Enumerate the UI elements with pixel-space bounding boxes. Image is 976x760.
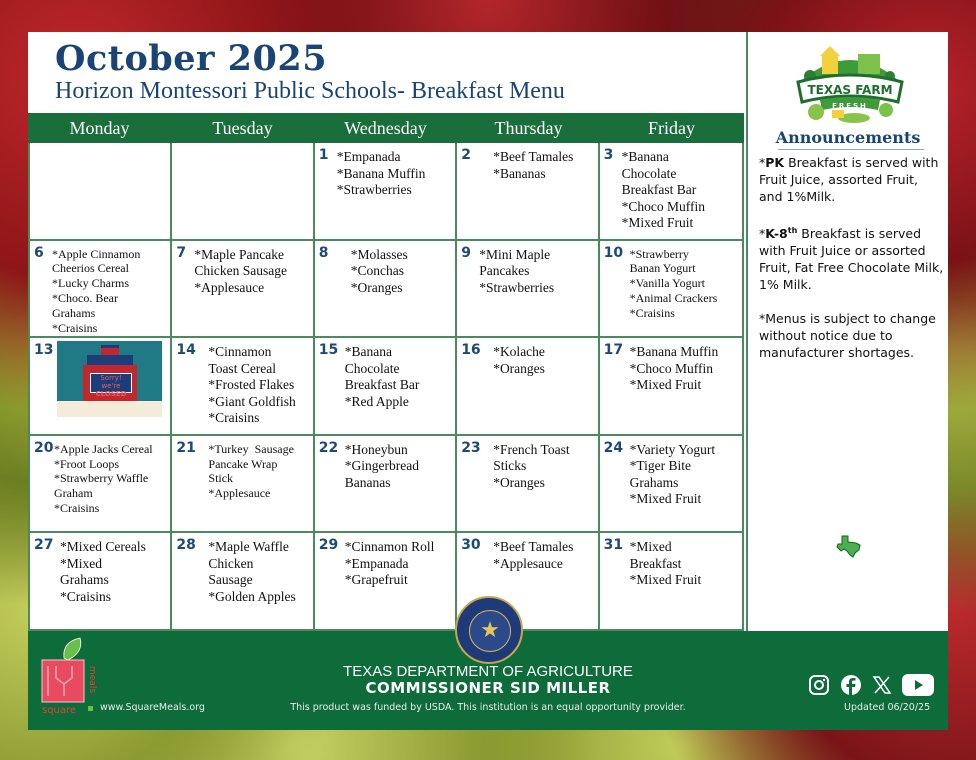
calendar-day-17: [600, 338, 742, 436]
announcements-divider: [778, 149, 924, 150]
svg-text:meals: meals: [87, 666, 97, 694]
menu-items: [345, 344, 452, 410]
weekday-header: [28, 113, 744, 143]
menu-item: *Tiger Bite: [629, 458, 691, 474]
announcement-k8: *K-8th Breakfast is served with Fruit Juice or assorted Fruit, Fat Free Chocolate Milk, 1% Milk.: [759, 226, 944, 293]
day-number: 3: [603, 147, 614, 163]
svg-text:TEXAS FARM: TEXAS FARM: [807, 83, 893, 97]
menu-item: *Cinnamon: [208, 344, 272, 360]
texas-farm-fresh-logo: [792, 42, 908, 124]
announcements-list: [759, 154, 945, 378]
menu-item: Breakfast Bar: [621, 182, 697, 197]
menu-items: [208, 539, 309, 605]
menu-item: *Conchas: [350, 263, 405, 279]
day-number: 8: [318, 244, 329, 261]
menu-item: *Grapefruit: [344, 572, 408, 588]
menu-items: [60, 539, 167, 605]
calendar-day-3: [600, 143, 742, 241]
menu-item: *Beef Tamales: [493, 149, 574, 164]
menu-item: *Maple Waffle: [208, 539, 289, 555]
menu-items: [208, 344, 309, 427]
menu-item: *Froot Loops: [54, 456, 120, 471]
day-number: 14: [176, 342, 196, 359]
menu-items: [351, 247, 452, 297]
menu-items: [630, 247, 739, 321]
day-number: 31: [603, 537, 624, 554]
menu-item: *Giant Goldfish: [208, 393, 296, 409]
menu-item: *Mixed Fruit: [629, 572, 702, 588]
menu-item: *Craisins: [629, 305, 675, 320]
menu-item: *Strawberries: [336, 182, 412, 197]
calendar-grid: [28, 143, 744, 631]
menu-item: *Turkey Sausage: [208, 441, 294, 456]
calendar-day-27: [30, 533, 172, 631]
menu-item: Toast Cereal: [208, 360, 277, 376]
menu-item: Banan Yogurt: [629, 261, 696, 276]
menu-item: *Craisins: [54, 500, 100, 515]
x-icon[interactable]: [872, 675, 892, 699]
announcement-menu-change: *Menus is subject to change without notice due to manufacturer shortages.: [759, 311, 936, 361]
weekday-monday: Monday: [69, 118, 130, 138]
menu-items: [194, 247, 309, 297]
calendar-day-28: [172, 533, 314, 631]
day-number: 13: [34, 342, 54, 359]
menu-item: *Frosted Flakes: [208, 377, 295, 393]
menu-item: *Oranges: [350, 279, 403, 295]
calendar-day-empty: [30, 143, 172, 241]
menu-item: *Lucky Charms: [52, 276, 129, 291]
menu-items: [52, 247, 167, 336]
menu-items: [493, 344, 594, 377]
weekday-wednesday: Wednesday: [344, 118, 427, 138]
menu-items: [630, 442, 739, 508]
menu-item: *Molasses: [350, 246, 408, 262]
page-subtitle: Horizon Montessori Public Schools- Breakfast Menu: [55, 78, 565, 104]
day-number: 2: [461, 147, 471, 163]
agency-name: TEXAS DEPARTMENT OF AGRICULTURE: [343, 663, 633, 680]
menu-item: *Honeybun: [344, 441, 408, 457]
menu-item: *Vanilla Yogurt: [629, 276, 705, 291]
menu-item: *Choco Muffin: [629, 360, 713, 376]
instagram-icon[interactable]: [808, 674, 830, 700]
menu-items: [479, 247, 594, 297]
menu-item: *Oranges: [493, 474, 545, 490]
menu-items: [630, 539, 739, 589]
day-number: 1: [318, 147, 329, 163]
menu-item: *Apple Cinnamon: [52, 246, 141, 261]
calendar-day-2: [457, 143, 599, 241]
menu-items: [630, 344, 739, 394]
calendar-day-13: [30, 338, 172, 436]
menu-item: *Choco. Bear: [52, 290, 118, 305]
calendar-day-16: [457, 338, 599, 436]
menu-item: *Beef Tamales: [493, 539, 574, 555]
menu-item: *Bananas: [493, 165, 546, 181]
menu-item: *Mixed Fruit: [629, 377, 702, 393]
menu-item: *Strawberry: [629, 246, 689, 261]
menu-item: *Kolache: [493, 344, 545, 360]
menu-item: *Mini Maple: [479, 246, 551, 262]
day-number: 6: [34, 244, 44, 261]
day-number: 29: [318, 537, 339, 554]
menu-item: *Oranges: [493, 360, 545, 376]
menu-item: *Empanada: [336, 149, 401, 164]
weekday-thursday: Thursday: [494, 118, 563, 138]
tda-seal: [455, 596, 523, 664]
day-number: 9: [461, 244, 471, 261]
menu-item: Pancake Wrap: [208, 456, 278, 471]
menu-item: *Apple Jacks Cereal: [54, 441, 153, 456]
menu-item: *Maple Pancake: [194, 246, 284, 262]
calendar-day-22: [315, 436, 457, 534]
calendar-day-6: [30, 241, 172, 339]
usda-disclaimer: This product was funded by USDA. This institution is an equal opportunity provider.: [290, 702, 686, 713]
menu-item: *Banana Muffin: [629, 344, 719, 360]
menu-item: *Variety Yogurt: [629, 441, 716, 457]
menu-item: Breakfast Bar: [344, 377, 420, 393]
menu-item: *Animal Crackers: [629, 290, 718, 305]
menu-item: *Craisins: [52, 320, 98, 335]
menu-items: [345, 539, 452, 589]
menu-item: Cheerios Cereal: [52, 261, 129, 276]
weekday-tuesday: Tuesday: [212, 118, 273, 138]
menu-items: [337, 149, 452, 199]
day-number: 20: [34, 439, 54, 456]
menu-item: *Banana: [344, 344, 393, 360]
day-number: 27: [34, 537, 54, 554]
menu-item: Chicken Sausage: [194, 263, 287, 279]
menu-item: *Empanada: [344, 555, 409, 571]
menu-item: *Golden Apples: [208, 588, 296, 604]
menu-item: Bananas: [344, 474, 391, 490]
calendar-day-empty: [172, 143, 314, 241]
menu-item: Grahams: [52, 305, 96, 320]
menu-item: *Mixed: [629, 539, 672, 555]
facebook-icon[interactable]: [840, 674, 862, 700]
menu-item: *Strawberry Waffle: [54, 471, 149, 486]
menu-item: Stick: [208, 471, 234, 486]
updated-date: Updated 06/20/25: [844, 702, 931, 713]
menu-item: Chocolate: [344, 360, 400, 376]
day-number: 21: [176, 439, 196, 456]
day-number: 23: [461, 439, 481, 456]
square-meals-url[interactable]: www.SquareMeals.org: [100, 702, 205, 713]
school-closed-image: Sorry! we're CLOSED: [57, 341, 162, 417]
menu-item: *Mixed Fruit: [621, 215, 694, 230]
day-number: 10: [603, 244, 624, 261]
menu-items: [493, 539, 594, 572]
day-number: 16: [461, 342, 481, 359]
menu-item: Sausage: [208, 572, 253, 588]
menu-item: *Craisins: [60, 588, 112, 604]
calendar-day-7: [172, 241, 314, 339]
menu-items: [493, 149, 594, 182]
menu-item: *French Toast: [493, 441, 570, 457]
menu-item: *Craisins: [208, 410, 260, 426]
menu-item: *Applesauce: [194, 279, 265, 295]
menu-item: Grahams: [629, 474, 679, 490]
calendar-day-1: [315, 143, 457, 241]
menu-item: *Applesauce: [493, 555, 563, 571]
menu-item: Chicken: [208, 555, 254, 571]
menu-item: *Cinnamon Roll: [344, 539, 435, 555]
menu-item: *Applesauce: [208, 486, 271, 501]
commissioner-name: COMMISSIONER SID MILLER: [365, 679, 611, 697]
menu-item: *Red Apple: [344, 393, 409, 409]
svg-text:FRESH: FRESH: [832, 102, 868, 110]
calendar-day-8: [315, 241, 457, 339]
calendar-day-14: [172, 338, 314, 436]
announcement-pk: *PK Breakfast is served with Fruit Juice, assorted Fruit, and 1%Milk.: [759, 155, 939, 204]
menu-item: Grahams: [60, 572, 109, 588]
menu-item: Chocolate: [621, 165, 677, 181]
menu-item: *Banana: [621, 149, 669, 164]
menu-items: [622, 149, 739, 232]
calendar-day-29: [315, 533, 457, 631]
calendar-day-10: [600, 241, 742, 339]
menu-item: Sticks: [493, 458, 527, 474]
day-number: 7: [176, 244, 187, 261]
day-number: 22: [318, 439, 339, 456]
page-title: October 2025: [55, 38, 328, 79]
day-number: 28: [176, 537, 196, 554]
menu-item: *Banana Muffin: [336, 165, 426, 181]
youtube-icon[interactable]: [902, 674, 934, 700]
menu-item: *Mixed: [60, 555, 102, 571]
star-icon: ★: [480, 618, 500, 643]
menu-item: *Mixed Cereals: [60, 539, 146, 555]
social-links: [808, 674, 934, 700]
weekday-friday: Friday: [648, 118, 695, 138]
day-number: 15: [318, 342, 339, 359]
calendar-day-20: [30, 436, 172, 534]
menu-items: [345, 442, 452, 492]
menu-items: [493, 442, 594, 492]
menu-item: Breakfast: [629, 555, 682, 571]
day-number: 17: [603, 342, 624, 359]
svg-text:square: square: [42, 705, 77, 716]
texas-state-icon: [836, 534, 862, 558]
menu-items: [208, 442, 309, 501]
calendar-day-31: [600, 533, 742, 631]
menu-item: *Gingerbread: [344, 458, 420, 474]
calendar-day-15: [315, 338, 457, 436]
day-number: 24: [603, 439, 624, 456]
calendar-day-9: [457, 241, 599, 339]
menu-item: Graham: [54, 486, 93, 501]
menu-item: Pancakes: [479, 263, 530, 279]
day-number: 30: [461, 537, 481, 554]
menu-items: [54, 442, 167, 516]
calendar-day-24: [600, 436, 742, 534]
calendar-day-23: [457, 436, 599, 534]
menu-item: *Strawberries: [479, 279, 555, 295]
announcements-title: Announcements: [775, 128, 921, 147]
calendar-day-21: [172, 436, 314, 534]
menu-item: *Choco Muffin: [621, 198, 705, 214]
menu-item: *Mixed Fruit: [629, 491, 702, 507]
sidebar: [746, 32, 948, 632]
